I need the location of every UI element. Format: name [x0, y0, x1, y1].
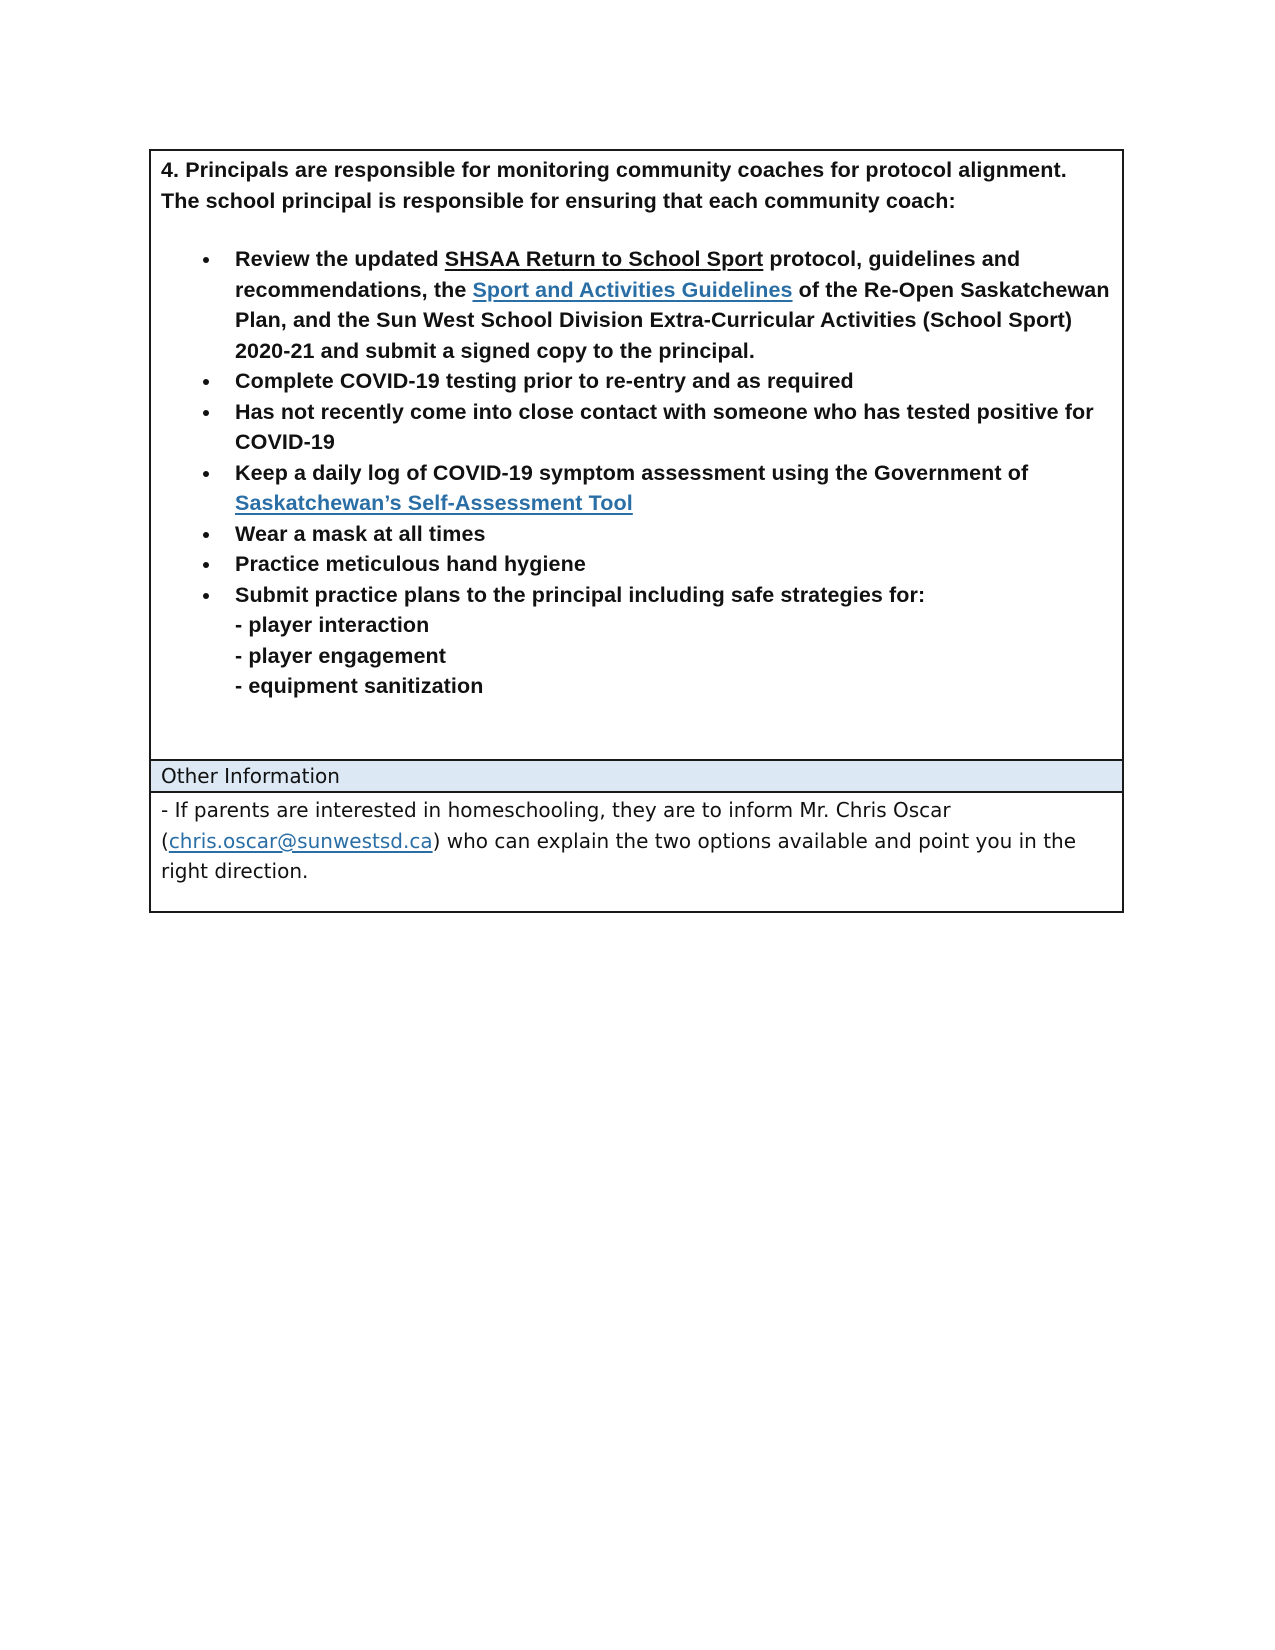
- sub-item: - player engagement: [235, 643, 446, 668]
- list-item: Complete COVID-19 testing prior to re-entry and as required: [151, 366, 1111, 397]
- coach-requirements-list: [151, 244, 1111, 702]
- content-table: [149, 149, 1124, 913]
- section-4-intro: 4. Principals are responsible for monitoring community coaches for protocol alignment. The school principal is responsible for ensuring that each community coach:: [161, 158, 1067, 213]
- bullet-icon: [203, 471, 209, 477]
- email-link[interactable]: chris.oscar@sunwestsd.ca: [168, 828, 433, 853]
- other-information-header: Other Information: [151, 761, 1122, 793]
- bullet-icon: [203, 593, 209, 599]
- shsaa-protocol-title: SHSAA Return to School Sport: [444, 247, 764, 271]
- bullet-icon: [203, 532, 209, 538]
- list-item: Practice meticulous hand hygiene: [151, 549, 1111, 580]
- sub-item: - equipment sanitization: [235, 674, 484, 698]
- section-4-cell: [151, 151, 1122, 761]
- list-item: Has not recently come into close contact with someone who has tested positive for COVID-19: [151, 397, 1111, 458]
- list-item: Keep a daily log of COVID-19 symptom assessment using the Government of Saskatchewan’s Self-Assessment Tool: [151, 458, 1111, 519]
- bullet-icon: [203, 410, 209, 416]
- self-assessment-tool-link[interactable]: Saskatchewan’s Self-Assessment Tool: [235, 491, 633, 515]
- other-information-text: - If parents are interested in homeschooling, they are to inform Mr. Chris Oscar (chris.oscar@sunwestsd.ca) who can explain the two options available and point you in the right direction.: [161, 798, 1077, 883]
- bullet-icon: [203, 562, 209, 568]
- list-item: Submit practice plans to the principal including safe strategies for:: [151, 580, 1111, 611]
- sub-item: - player interaction: [235, 613, 430, 637]
- list-item: Wear a mask at all times: [151, 519, 1111, 550]
- list-item: Review the updated SHSAA Return to School Sport protocol, guidelines and recommendations, the Sport and Activities Guidelines of the Re-Open Saskatchewan Plan, and the Sun West School Division Extra-Curricular Activities (School Sport) 2020-21 and submit a signed copy to the principal.: [151, 244, 1111, 366]
- sport-activities-guidelines-link[interactable]: Sport and Activities Guidelines: [472, 277, 793, 302]
- bullet-icon: [203, 257, 209, 263]
- bullet-icon: [203, 379, 209, 385]
